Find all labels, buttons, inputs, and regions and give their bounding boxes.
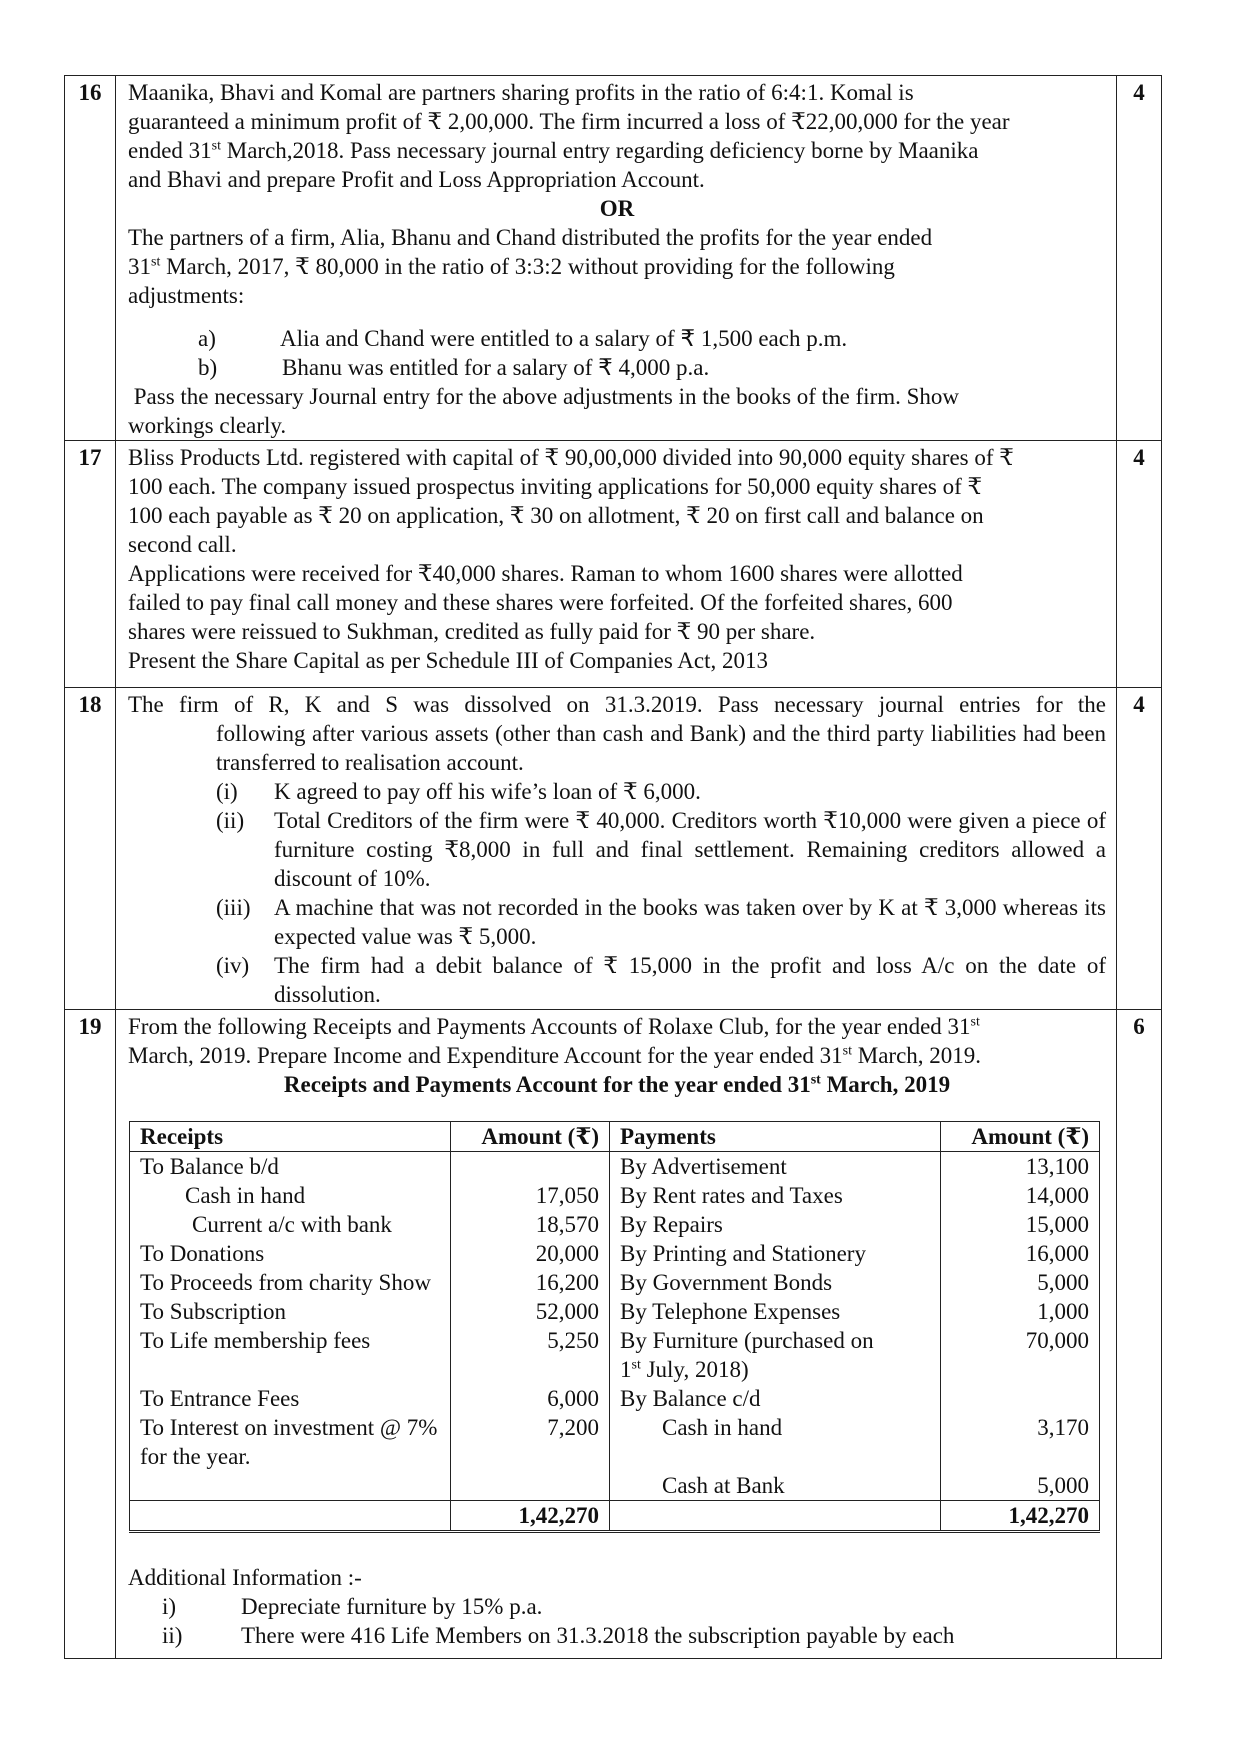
- item-label: (i): [216, 779, 238, 804]
- receipt-amount: [451, 1355, 610, 1384]
- receipt-item: To Subscription: [130, 1297, 451, 1326]
- table-header-row: [130, 1122, 1100, 1152]
- receipt-amount: 52,000: [451, 1297, 610, 1326]
- table-row: [130, 1384, 1100, 1413]
- additional-information: [128, 1563, 1106, 1650]
- question-number: 19: [65, 1010, 116, 1659]
- text-line: 100 each payable as ₹ 20 on application, ₹ 30 on allotment, ₹ 20 on first call and balance on: [128, 503, 984, 528]
- payment-amount: 5,000: [941, 1471, 1100, 1501]
- text-line: workings clearly.: [128, 413, 287, 438]
- text-line: The firm of R, K and S was dissolved on 31.3.2019. Pass necessary journal entries for the: [128, 692, 1106, 717]
- item-label: b): [198, 355, 218, 380]
- question-number: 18: [65, 688, 116, 1010]
- receipt-amount: [451, 1152, 610, 1182]
- text-line: guaranteed a minimum profit of ₹ 2,00,000. The firm incurred a loss of ₹22,00,000 for the year: [128, 109, 1010, 134]
- text-line: adjustments:: [128, 283, 245, 308]
- question-marks: 4: [1117, 441, 1162, 688]
- payment-item: Cash at Bank: [662, 1473, 785, 1498]
- list-item: [128, 806, 1106, 893]
- payment-amount: 70,000: [941, 1326, 1100, 1355]
- dissolution-items: [128, 777, 1106, 1009]
- question-marks: 4: [1117, 76, 1162, 441]
- payment-item: By Repairs: [610, 1210, 941, 1239]
- payment-amount: 13,100: [941, 1152, 1100, 1182]
- account-title: Receipts and Payments Account for the year ended 31st March, 2019: [283, 1072, 951, 1097]
- receipt-amount: 18,570: [451, 1210, 610, 1239]
- receipt-item: Current a/c with bank: [192, 1212, 392, 1237]
- list-item: [128, 1621, 1106, 1650]
- payment-item: By Rent rates and Taxes: [610, 1181, 941, 1210]
- receipts-header: Receipts: [130, 1122, 451, 1152]
- adjustment-list: [128, 324, 1106, 382]
- text-line: Present the Share Capital as per Schedule III of Companies Act, 2013: [128, 648, 769, 673]
- receipt-item: To Interest on investment @ 7% for the year.: [130, 1413, 451, 1471]
- table-row: [130, 1355, 1100, 1384]
- total-row: [130, 1501, 1100, 1532]
- text-line: 31st March, 2017, ₹ 80,000 in the ratio of 3:3:2 without providing for the following: [128, 254, 895, 279]
- question-17-body: [116, 441, 1117, 688]
- receipt-amount: 17,050: [451, 1181, 610, 1210]
- list-item: [128, 777, 1106, 806]
- payment-amount: [941, 1355, 1100, 1384]
- text-line: ended 31st March,2018. Pass necessary journal entry regarding deficiency borne by Maanika: [128, 138, 979, 163]
- item-text: K agreed to pay off his wife’s loan of ₹ 6,000.: [274, 779, 701, 804]
- list-item: [128, 324, 1106, 353]
- payments-total: 1,42,270: [941, 1501, 1100, 1532]
- text-line: second call.: [128, 532, 237, 557]
- item-text: Alia and Chand were entitled to a salary of ₹ 1,500 each p.m.: [280, 326, 848, 351]
- item-text: The firm had a debit balance of ₹ 15,000 in the profit and loss A/c on the date of dissolution.: [274, 953, 1106, 1007]
- receipt-amount: 5,250: [451, 1326, 610, 1355]
- text-line: and Bhavi and prepare Profit and Loss Appropriation Account.: [128, 167, 705, 192]
- list-item: [128, 353, 1106, 382]
- receipt-item: To Donations: [130, 1239, 451, 1268]
- text-line: following after various assets (other than cash and Bank) and the third party liabilities had been transferred to realisation account.: [216, 721, 1106, 775]
- item-text: Total Creditors of the firm were ₹ 40,000. Creditors worth ₹10,000 were given a piece of furniture costing ₹8,000 in full and final settlement. Remaining creditors allowed a discount of 10%.: [274, 808, 1106, 891]
- receipt-item: To Balance b/d: [130, 1152, 451, 1182]
- list-item: [128, 893, 1106, 951]
- payment-item: By Government Bonds: [610, 1268, 941, 1297]
- receipt-item: To Life membership fees: [130, 1326, 451, 1355]
- question-number: 16: [65, 76, 116, 441]
- question-18-row: [65, 688, 1162, 1010]
- text-line: From the following Receipts and Payments Accounts of Rolaxe Club, for the year ended 31st: [128, 1014, 980, 1039]
- item-label: (iv): [216, 953, 250, 978]
- amount-header: Amount (₹): [451, 1122, 610, 1152]
- table-row: [130, 1152, 1100, 1182]
- receipts-total: 1,42,270: [451, 1501, 610, 1532]
- questions-table: [64, 75, 1162, 1659]
- item-label: ii): [162, 1623, 183, 1648]
- receipt-amount: 16,200: [451, 1268, 610, 1297]
- text-line: March, 2019. Prepare Income and Expenditure Account for the year ended 31st March, 2019.: [128, 1043, 982, 1068]
- receipt-item: [130, 1471, 451, 1501]
- receipt-amount: 20,000: [451, 1239, 610, 1268]
- payment-item: 1st July, 2018): [610, 1355, 941, 1384]
- additional-title: Additional Information :-: [128, 1565, 362, 1590]
- payment-item: By Balance c/d: [610, 1384, 941, 1413]
- list-item: [128, 951, 1106, 1009]
- question-marks: 6: [1117, 1010, 1162, 1659]
- receipt-amount: [451, 1471, 610, 1501]
- table-row: [130, 1326, 1100, 1355]
- question-17-row: [65, 441, 1162, 688]
- receipts-payments-table: [129, 1121, 1100, 1533]
- item-label: i): [162, 1594, 177, 1619]
- text-line: failed to pay final call money and these shares were forfeited. Of the forfeited shares, 600: [128, 590, 953, 615]
- payment-item: By Telephone Expenses: [610, 1297, 941, 1326]
- receipt-item: Cash in hand: [185, 1183, 306, 1208]
- list-item: [128, 1592, 1106, 1621]
- receipt-item: To Proceeds from charity Show: [130, 1268, 451, 1297]
- text-line: shares were reissued to Sukhman, credited as fully paid for ₹ 90 per share.: [128, 619, 816, 644]
- text-line: The partners of a firm, Alia, Bhanu and Chand distributed the profits for the year ended: [128, 225, 933, 250]
- text-line: Maanika, Bhavi and Komal are partners sharing profits in the ratio of 6:4:1. Komal is: [128, 80, 914, 105]
- text-line: Pass the necessary Journal entry for the above adjustments in the books of the firm. Show: [128, 384, 960, 409]
- table-row: [130, 1471, 1100, 1501]
- text-line: Applications were received for ₹40,000 shares. Raman to whom 1600 shares were allotted: [128, 561, 963, 586]
- payment-amount: 1,000: [941, 1297, 1100, 1326]
- question-16-row: [65, 76, 1162, 441]
- item-label: a): [198, 326, 216, 351]
- question-18-body: [116, 688, 1117, 1010]
- item-text: There were 416 Life Members on 31.3.2018 the subscription payable by each: [241, 1623, 955, 1648]
- payments-header: Payments: [610, 1122, 941, 1152]
- item-label: (iii): [216, 895, 251, 920]
- question-19-row: [65, 1010, 1162, 1659]
- question-19-body: [116, 1010, 1117, 1659]
- receipt-item: To Entrance Fees: [130, 1384, 451, 1413]
- amount-header: Amount (₹): [941, 1122, 1100, 1152]
- payment-amount: [941, 1384, 1100, 1413]
- question-marks: 4: [1117, 688, 1162, 1010]
- table-row: [130, 1181, 1100, 1210]
- item-text: A machine that was not recorded in the books was taken over by K at ₹ 3,000 whereas its expected value was ₹ 5,000.: [274, 895, 1106, 949]
- receipt-item: [130, 1355, 451, 1384]
- receipt-amount: 7,200: [451, 1413, 610, 1471]
- payment-amount: 14,000: [941, 1181, 1100, 1210]
- table-row: [130, 1413, 1100, 1471]
- question-16-body: [116, 76, 1117, 441]
- table-row: [130, 1268, 1100, 1297]
- payment-item: By Furniture (purchased on: [610, 1326, 941, 1355]
- payment-item: Cash in hand: [662, 1415, 783, 1440]
- item-label: (ii): [216, 808, 245, 833]
- question-number: 17: [65, 441, 116, 688]
- receipt-amount: 6,000: [451, 1384, 610, 1413]
- text-line: Bliss Products Ltd. registered with capital of ₹ 90,00,000 divided into 90,000 equity shares of ₹: [128, 445, 1014, 470]
- payment-amount: 16,000: [941, 1239, 1100, 1268]
- table-row: [130, 1297, 1100, 1326]
- table-row: [130, 1210, 1100, 1239]
- item-text: Bhanu was entitled for a salary of ₹ 4,000 p.a.: [282, 355, 710, 380]
- item-text: Depreciate furniture by 15% p.a.: [241, 1594, 543, 1619]
- payment-amount: 15,000: [941, 1210, 1100, 1239]
- table-row: [130, 1239, 1100, 1268]
- text-line: 100 each. The company issued prospectus inviting applications for 50,000 equity shares of ₹: [128, 474, 983, 499]
- payment-item: By Advertisement: [610, 1152, 941, 1182]
- payment-amount: 5,000: [941, 1268, 1100, 1297]
- or-separator: OR: [599, 196, 635, 221]
- payment-item: By Printing and Stationery: [610, 1239, 941, 1268]
- payment-amount: 3,170: [941, 1413, 1100, 1471]
